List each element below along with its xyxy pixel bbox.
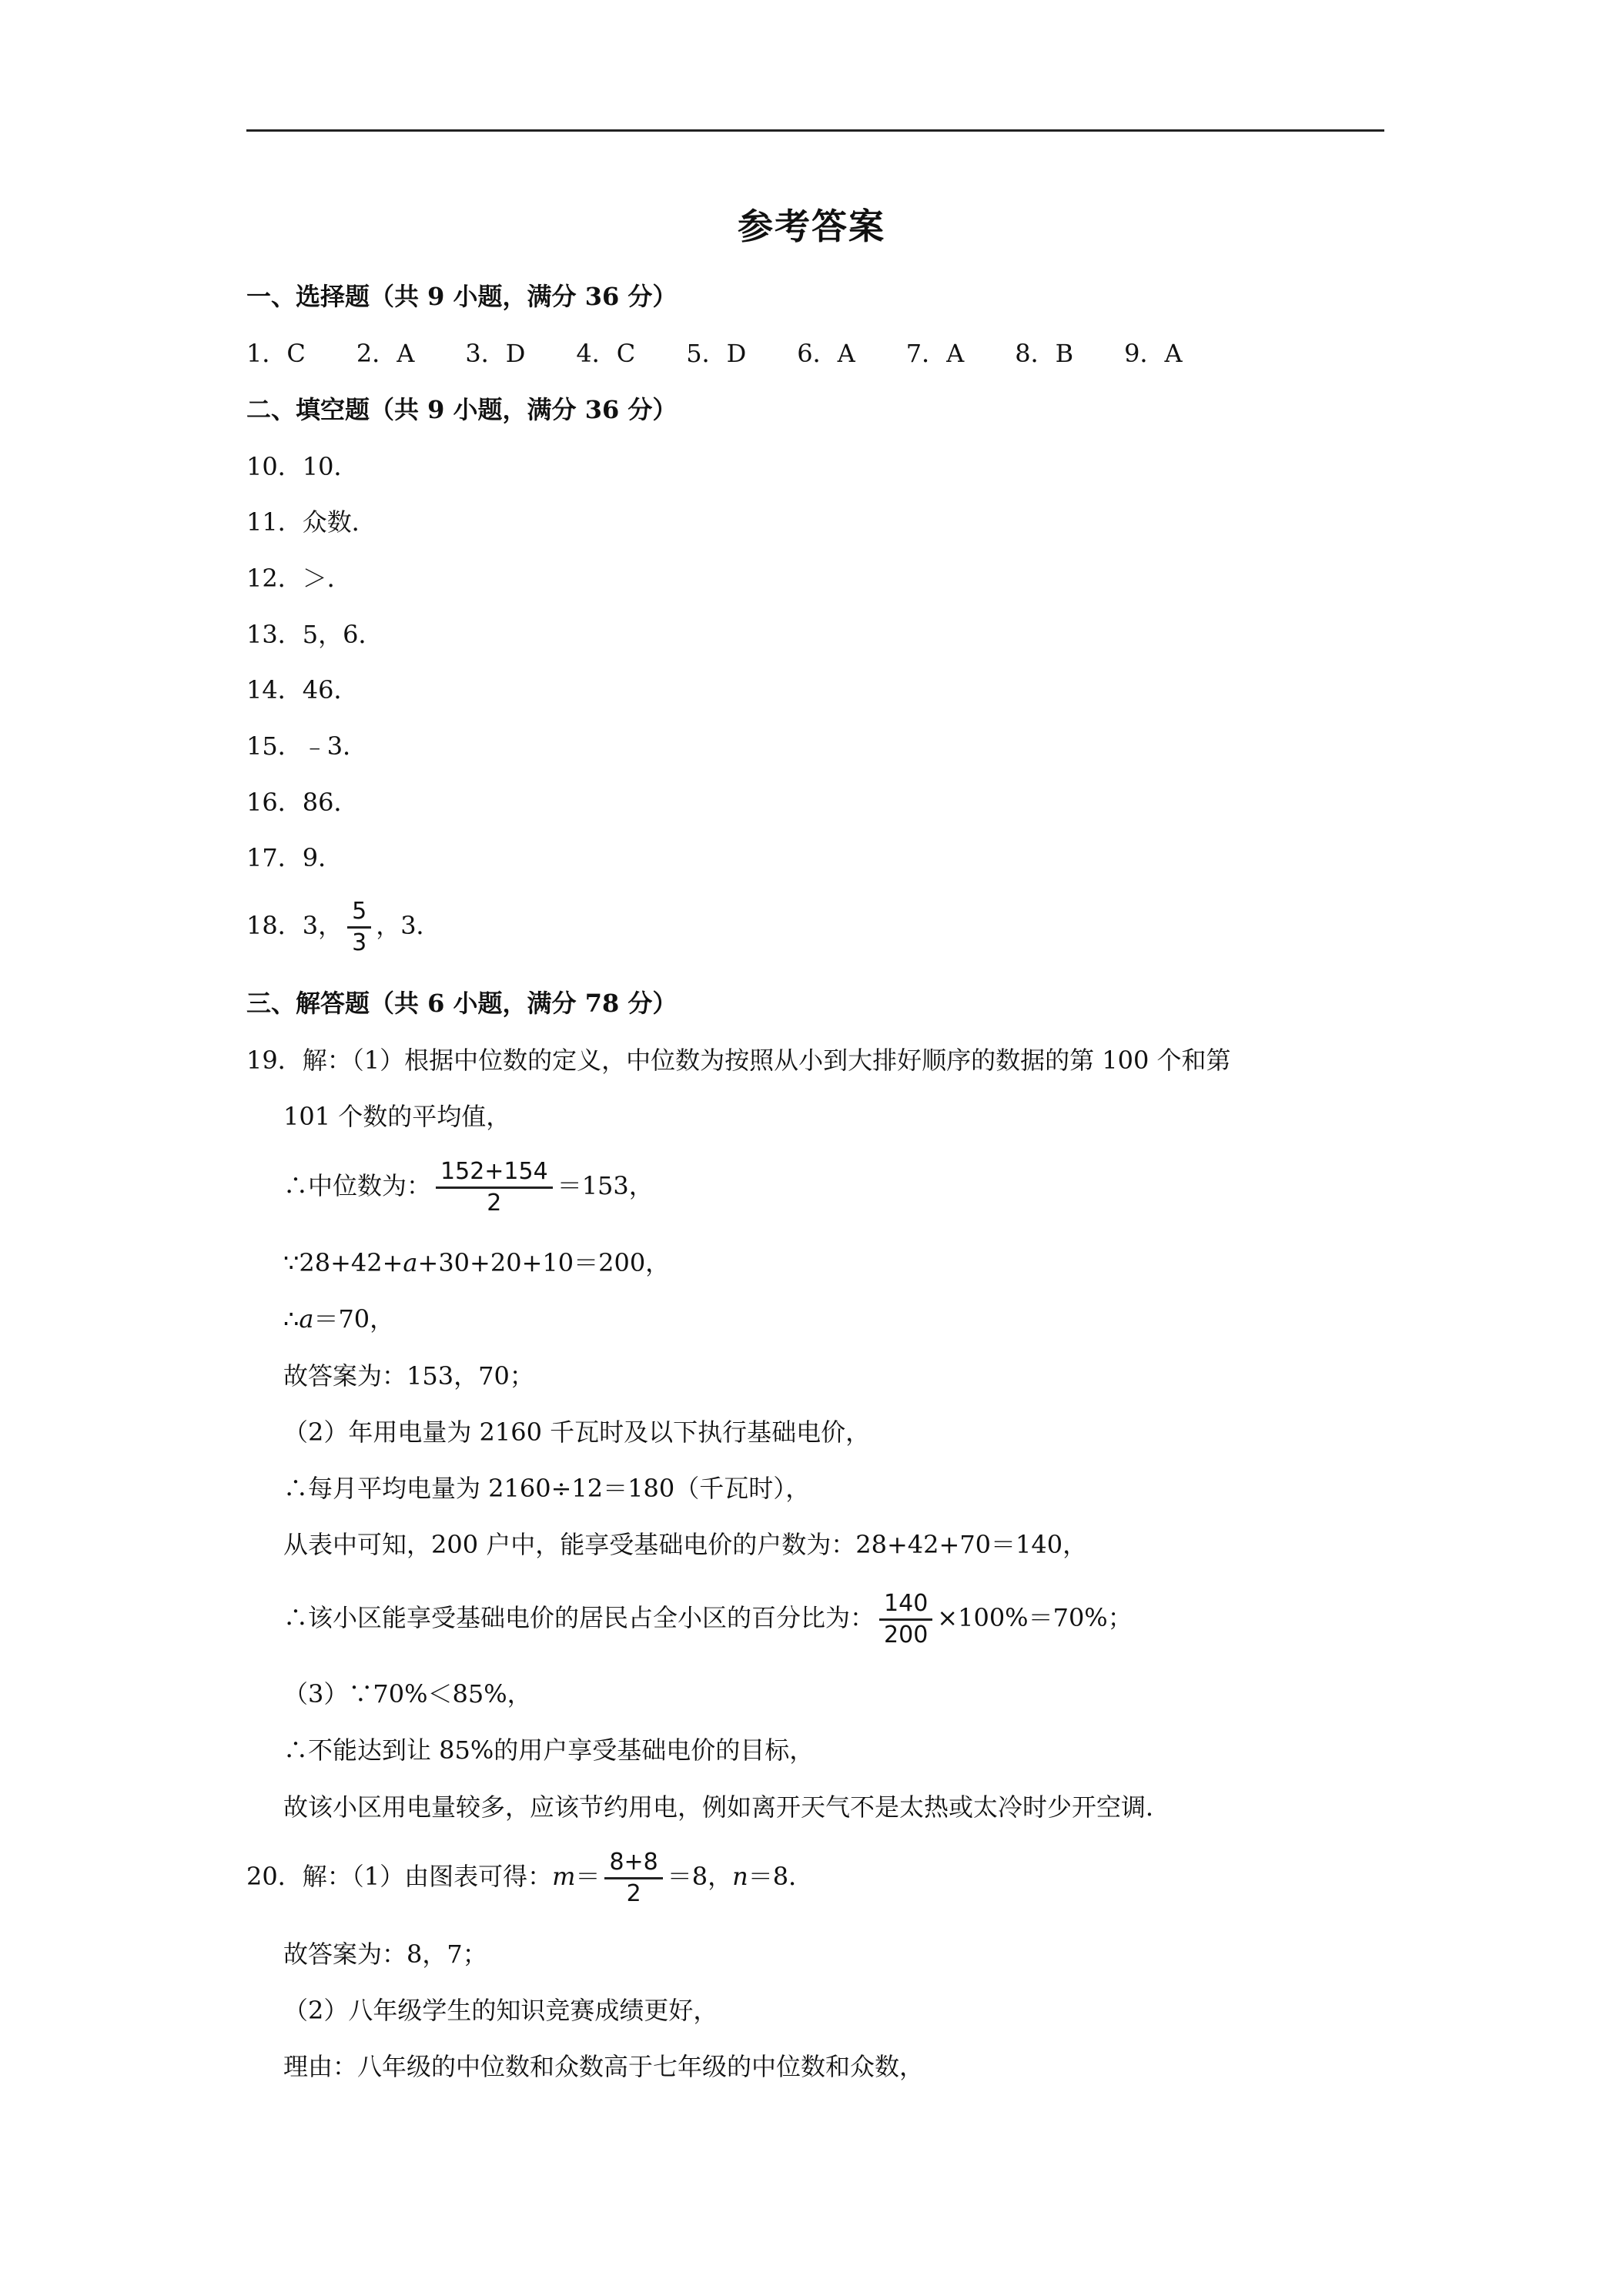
q19-sum-suffix: +30+20+10＝200， (417, 1248, 671, 1277)
choice-answer-7: 7．A (905, 339, 965, 368)
therefore-symbol: ∴ (283, 1304, 300, 1334)
q19-line-1: 19．解：（1）根据中位数的定义，中位数为按照从小到大排好顺序的数据的第 100 个和第 (246, 1046, 1231, 1075)
fill-answer-16: 16．86． (246, 788, 359, 817)
choice-answer-4: 4．C (576, 339, 636, 368)
fill-answer-10: 10．10． (246, 452, 359, 481)
q19-percentage-suffix: ×100%＝70%； (937, 1603, 1133, 1632)
fill-answer-18-prefix: 18．3， (246, 911, 343, 940)
fill-answer-12: 12．＞． (246, 564, 352, 593)
q19-percentage-prefix: ∴该小区能享受基础电价的居民占全小区的百分比为： (283, 1603, 875, 1632)
q19-line-12: ∴不能达到让 85%的用户享受基础电价的目标， (283, 1735, 815, 1765)
q19-a-value: ＝70， (313, 1304, 395, 1334)
fraction-numerator: 5 (347, 899, 371, 929)
q20-line-2: 故答案为：8，7； (283, 1940, 487, 1969)
choice-answer-2: 2．A (356, 339, 415, 368)
choice-answer-8: 8．B (1015, 339, 1074, 368)
section-solution-heading: 三、解答题（共 6 小题，满分 78 分） (246, 989, 678, 1018)
fraction-five-thirds (347, 899, 371, 956)
q19-line-11: （3）∵70%＜85%， (283, 1679, 532, 1709)
choice-answer-6: 6．A (797, 339, 855, 368)
q19-median-suffix: ＝153， (557, 1171, 654, 1200)
q19-sum-prefix: ∵28+42+ (283, 1248, 403, 1277)
fraction-numerator: 8+8 (604, 1849, 662, 1879)
q20-line-4: 理由：八年级的中位数和众数高于七年级的中位数和众数， (283, 2052, 925, 2081)
q20-line-1 (246, 1846, 813, 1907)
q19-line-9: 从表中可知，200 户中，能享受基础电价的户数为：28+42+70＝140， (283, 1530, 1088, 1559)
fraction-denominator: 2 (487, 1190, 502, 1217)
variable-a: a (299, 1304, 314, 1334)
fraction-denominator: 2 (626, 1880, 641, 1907)
q20-m-value: ＝8， (667, 1862, 733, 1891)
fill-answer-13: 13．5，6． (246, 620, 383, 649)
choice-answer-3: 3．D (465, 339, 526, 368)
choice-answer-1: 1．C (246, 339, 306, 368)
choice-answer-5: 5．D (686, 339, 747, 368)
q20-line-3: （2）八年级学生的知识竞赛成绩更好， (283, 1996, 718, 2025)
fraction-denominator: 3 (352, 929, 367, 956)
section-fill-heading: 二、填空题（共 9 小题，满分 36 分） (246, 395, 678, 424)
header-rule (246, 129, 1384, 132)
fraction-median (436, 1159, 553, 1217)
equals-sign: ＝ (575, 1862, 601, 1891)
section-choice-heading: 一、选择题（共 9 小题，满分 36 分） (246, 282, 678, 311)
q19-line-6: 故答案为：153，70； (283, 1361, 534, 1391)
q19-line-13: 故该小区用电量较多，应该节约用电，例如离开天气不是太热或太冷时少开空调． (283, 1792, 1171, 1822)
fill-answer-14: 14．46． (246, 675, 359, 705)
variable-n: n (732, 1862, 748, 1891)
fraction-8plus8-over-2 (604, 1849, 662, 1907)
q19-sum-line (283, 1247, 670, 1278)
fill-answer-18 (246, 898, 441, 956)
fraction-numerator: 140 (879, 1591, 932, 1621)
q20-n-value: ＝8． (748, 1862, 814, 1891)
variable-a: a (403, 1248, 418, 1277)
q19-median-line (283, 1155, 654, 1217)
variable-m: m (552, 1862, 576, 1891)
q19-line-8: ∴每月平均电量为 2160÷12＝180（千瓦时）， (283, 1474, 811, 1503)
fraction-140-200 (879, 1591, 932, 1648)
choice-answers (246, 338, 1233, 369)
fill-answer-17: 17．9． (246, 843, 343, 872)
q19-line-7: （2）年用电量为 2160 千瓦时及以下执行基础电价， (283, 1417, 871, 1447)
q19-line-2: 101 个数的平均值， (283, 1102, 511, 1131)
fraction-denominator: 200 (884, 1622, 929, 1648)
q19-median-prefix: ∴中位数为： (283, 1171, 432, 1200)
fill-answer-11: 11．众数． (246, 507, 376, 537)
fill-answer-15: 15．﹣3． (246, 731, 368, 761)
page-title: 参考答案 (738, 206, 885, 247)
fraction-numerator: 152+154 (436, 1159, 553, 1189)
fill-answer-18-suffix: ，3． (376, 911, 441, 940)
choice-answer-9: 9．A (1124, 339, 1183, 368)
q20-prefix: 20．解：（1）由图表可得： (246, 1862, 553, 1891)
q19-a-value-line (283, 1304, 394, 1334)
q19-percentage-line (283, 1587, 1133, 1648)
